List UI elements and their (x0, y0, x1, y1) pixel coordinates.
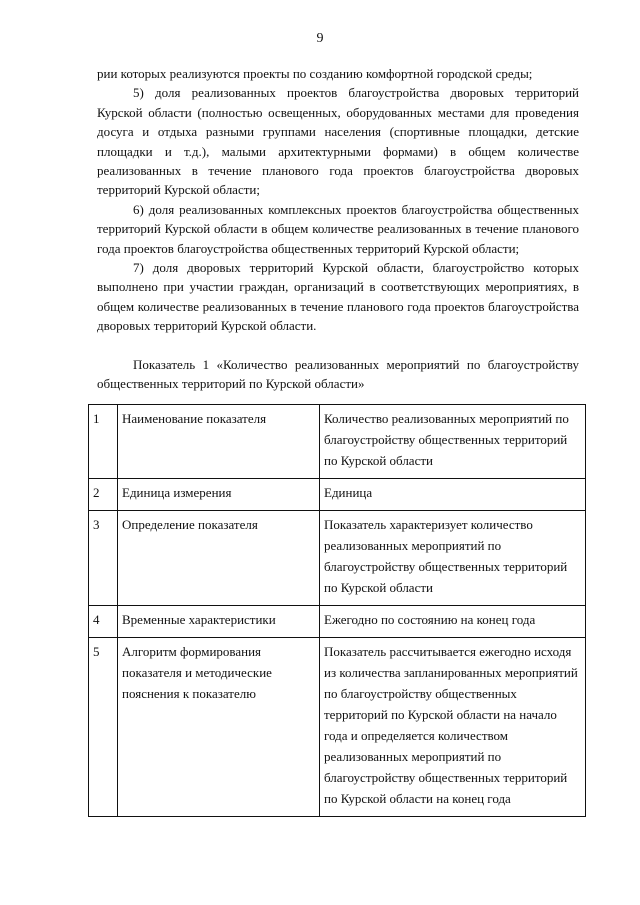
indicator-passport-table (88, 404, 586, 817)
row-value: Показатель рассчитывается ежегодно исходя из количества запланированных мероприятий по благоустройству общественных территорий по Курской области на начало года и определяется количеством реализованных мероприятий по благоустройству общественных территорий по Курской области на конец года (320, 638, 586, 817)
row-name: Единица измерения (118, 479, 320, 511)
row-number: 4 (89, 606, 118, 638)
row-value: Ежегодно по состоянию на конец года (320, 606, 586, 638)
table-row (89, 511, 586, 606)
paragraph-item-6: 6) доля реализованных комплексных проектов благоустройства общественных территорий Курской области в общем количестве реализованных в течение планового года проектов благоустройства общественных территорий Курской области; (97, 201, 579, 256)
page-number: 9 (316, 31, 324, 46)
row-value: Единица (320, 479, 586, 511)
row-value: Количество реализованных мероприятий по благоустройству общественных территорий по Курской области (320, 405, 586, 479)
row-name: Наименование показателя (118, 405, 320, 479)
paragraph-continuation: рии которых реализуются проекты по созданию комфортной городской среды; (97, 66, 533, 81)
body-text (97, 64, 579, 336)
row-number: 5 (89, 638, 118, 817)
table-row (89, 405, 586, 479)
indicator-title: Показатель 1 «Количество реализованных мероприятий по благоустройству общественных территорий по Курской области» (97, 357, 579, 392)
row-name: Временные характеристики (118, 606, 320, 638)
row-name: Определение показателя (118, 511, 320, 606)
table-row (89, 638, 586, 817)
row-number: 2 (89, 479, 118, 511)
row-name: Алгоритм формирования показателя и методические пояснения к показателю (118, 638, 320, 817)
paragraph-item-5: 5) доля реализованных проектов благоустройства дворовых территорий Курской области (полностью освещенных, оборудованных местами для проведения досуга и отдыха разными группами населения (спортивные площадки, детские площадки и т.д.), малыми архитектурными формами) в общем количестве реализованных в течение планового года проектов благоустройства дворовых территорий Курской области; (97, 85, 579, 198)
table-row (89, 606, 586, 638)
paragraph-item-7: 7) доля дворовых территорий Курской области, благоустройство которых выполнено при участии граждан, организаций в соответствующих мероприятиях, в общем количестве реализованных в течение планового года проектов благоустройства дворовых территорий Курской области. (97, 260, 579, 334)
row-number: 3 (89, 511, 118, 606)
row-number: 1 (89, 405, 118, 479)
table-row (89, 479, 586, 511)
row-value: Показатель характеризует количество реализованных мероприятий по благоустройству общественных территорий по Курской области (320, 511, 586, 606)
